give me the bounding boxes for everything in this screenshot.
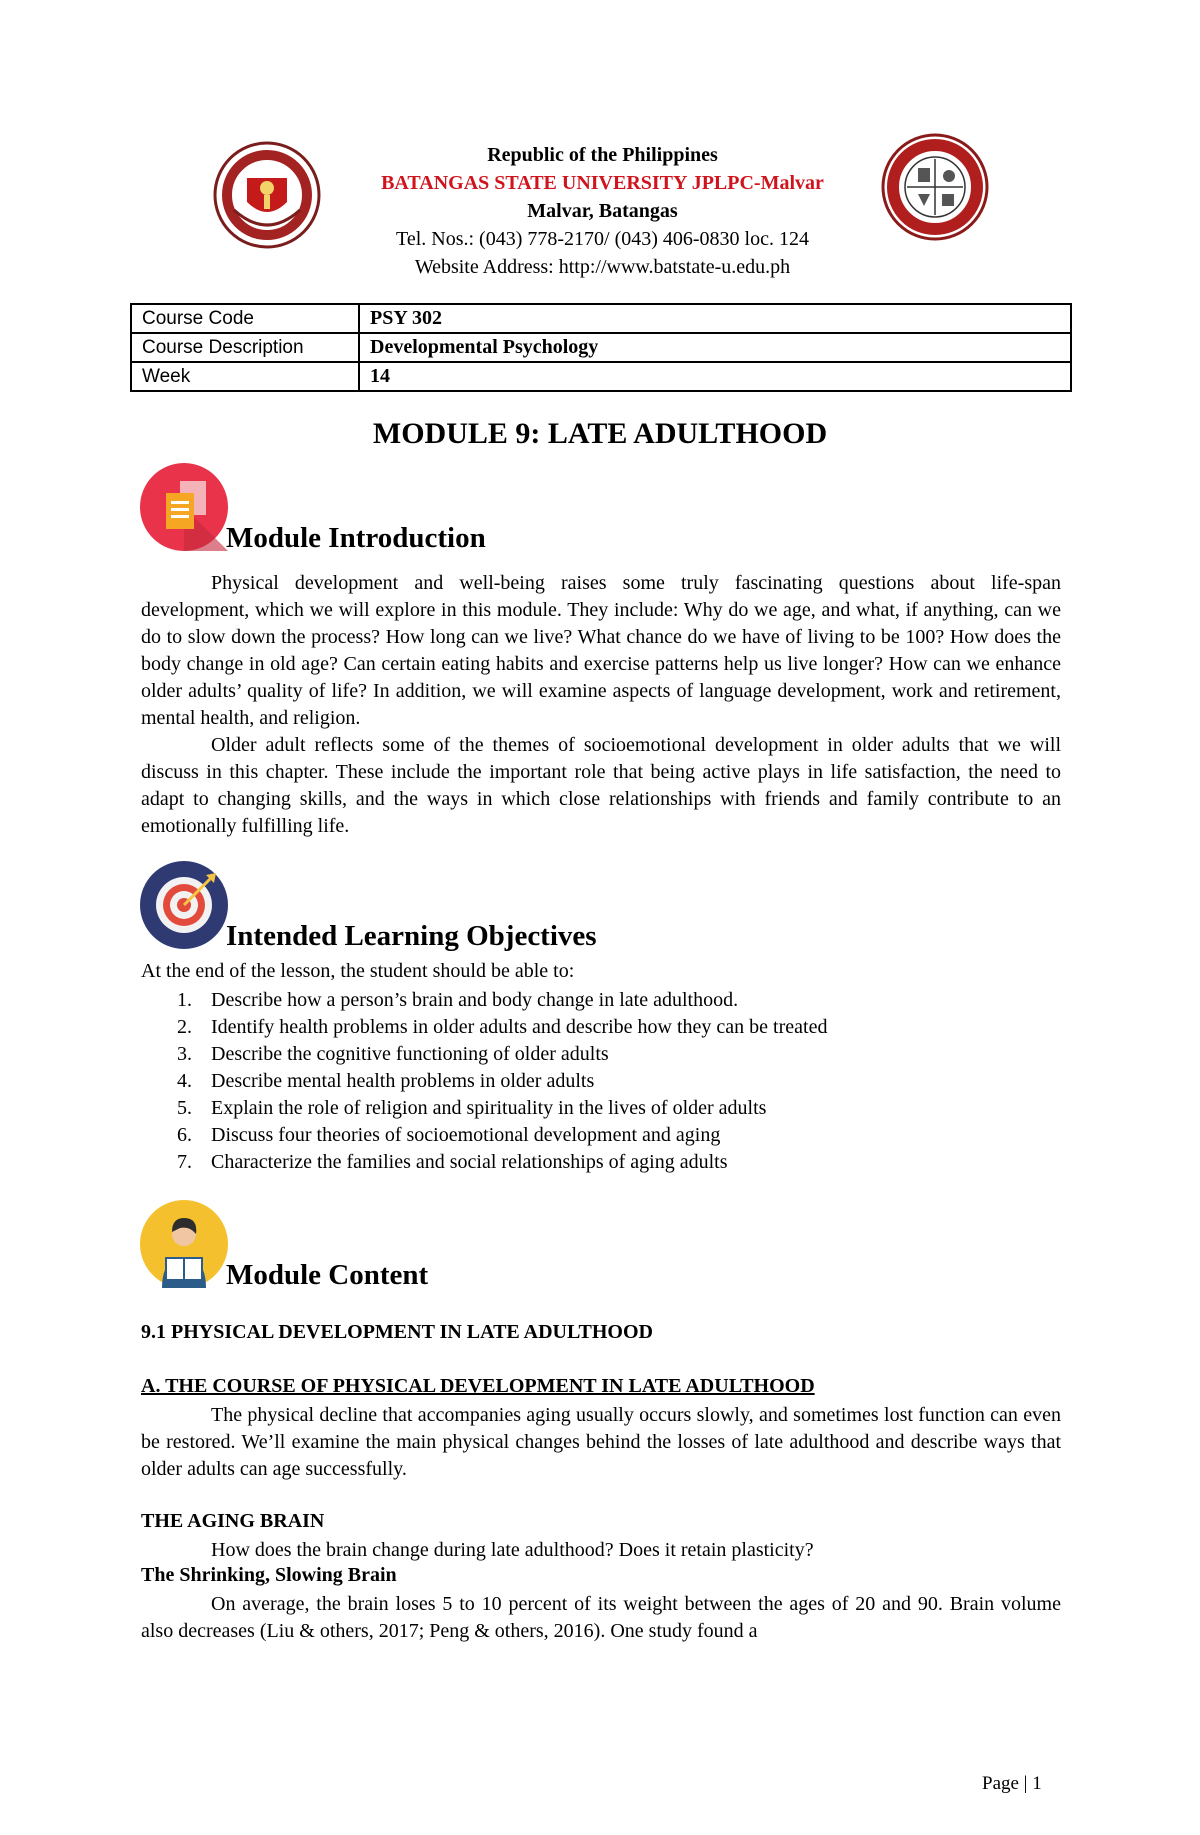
learning-objectives-heading: Intended Learning Objectives <box>226 920 597 952</box>
shrinking-brain-body <box>141 1591 1061 1645</box>
course-description-value: Developmental Psychology <box>359 333 1071 362</box>
item-number: 1. <box>177 989 192 1011</box>
item-number: 3. <box>177 1043 192 1065</box>
course-code-value: PSY 302 <box>359 304 1071 333</box>
shrinking-brain-heading: The Shrinking, Slowing Brain <box>141 1564 397 1586</box>
list-item <box>141 1149 1061 1176</box>
page-number: Page | 1 <box>982 1773 1042 1794</box>
documents-icon <box>140 463 228 551</box>
course-info-table <box>130 303 1072 392</box>
list-item <box>141 1122 1061 1149</box>
course-code-label: Course Code <box>131 304 359 333</box>
item-text: Discuss four theories of socioemotional development and aging <box>211 1124 721 1146</box>
subsection-a-heading: A. THE COURSE OF PHYSICAL DEVELOPMENT IN LATE ADULTHOOD <box>141 1375 815 1397</box>
module-content-heading: Module Content <box>226 1259 429 1291</box>
reading-person-icon <box>140 1200 228 1288</box>
week-label: Week <box>131 362 359 391</box>
item-text: Characterize the families and social relationships of aging adults <box>211 1151 728 1173</box>
list-item <box>141 1041 1061 1068</box>
item-text: Describe mental health problems in older adults <box>211 1070 595 1092</box>
website-address: Website Address: http://www.batstate-u.edu.ph <box>414 256 791 278</box>
subsection-a-body <box>141 1402 1061 1483</box>
telephone-numbers: Tel. Nos.: (043) 778-2170/ (043) 406-0830 loc. 124 <box>396 228 809 250</box>
item-number: 6. <box>177 1124 192 1146</box>
shrinking-brain-paragraph: On average, the brain loses 5 to 10 percent of its weight between the ages of 20 and 90. Brain volume also decreases (Liu & others, 2017; Peng & others, 2016). One study found a <box>141 1593 1061 1642</box>
item-text: Describe the cognitive functioning of older adults <box>211 1043 609 1065</box>
university-seal-icon <box>212 140 322 250</box>
aging-brain-heading: THE AGING BRAIN <box>141 1510 325 1532</box>
list-item <box>141 1095 1061 1122</box>
course-description-label: Course Description <box>131 333 359 362</box>
aging-brain-paragraph: How does the brain change during late adulthood? Does it retain plasticity? <box>211 1539 814 1561</box>
objectives-list <box>141 987 1061 1176</box>
introduction-paragraph-1: Physical development and well-being raises some truly fascinating questions about life-span development, which we will explore in this module. They include: Why do we age, and what, if anything, can we do to slow down the process? How long can we live? What chance do we have of living to be 100? How does the body change in old age? Can certain eating habits and exercise patterns help us live longer? How can we enhance older adults’ quality of life? In addition, we will examine aspects of language development, work and retirement, mental health, and religion. <box>141 572 1061 729</box>
table-row <box>131 304 1071 333</box>
section-9-1-heading: 9.1 PHYSICAL DEVELOPMENT IN LATE ADULTHOOD <box>141 1321 653 1343</box>
list-item <box>141 1014 1061 1041</box>
module-title: MODULE 9: LATE ADULTHOOD <box>372 417 828 450</box>
college-seal-icon <box>880 132 990 242</box>
item-number: 2. <box>177 1016 192 1038</box>
item-text: Explain the role of religion and spirituality in the lives of older adults <box>211 1097 767 1119</box>
target-icon <box>140 861 228 949</box>
list-item <box>141 1068 1061 1095</box>
letterhead <box>330 141 875 281</box>
objectives-intro: At the end of the lesson, the student should be able to: <box>141 960 575 982</box>
table-row <box>131 333 1071 362</box>
item-number: 4. <box>177 1070 192 1092</box>
item-text: Describe how a person’s brain and body change in late adulthood. <box>211 989 739 1011</box>
introduction-paragraph-2: Older adult reflects some of the themes of socioemotional development in older adults that we will discuss in this chapter. These include the important role that being active plays in life satisfaction, the need to adapt to changing skills, and the ways in which close relationships with friends and family contribute to an emotionally fulfilling life. <box>141 734 1061 837</box>
republic-line: Republic of the Philippines <box>487 144 718 166</box>
item-number: 7. <box>177 1151 192 1173</box>
item-text: Identify health problems in older adults and describe how they can be treated <box>211 1016 828 1038</box>
module-introduction-heading: Module Introduction <box>226 522 486 554</box>
week-value: 14 <box>359 362 1071 391</box>
item-number: 5. <box>177 1097 192 1119</box>
aging-brain-body <box>141 1537 1061 1564</box>
table-row <box>131 362 1071 391</box>
list-item <box>141 987 1061 1014</box>
subsection-a-paragraph: The physical decline that accompanies aging usually occurs slowly, and sometimes lost function can even be restored. We’ll examine the main physical changes behind the losses of late adulthood and describe ways that older adults can age successfully. <box>141 1404 1061 1480</box>
introduction-body <box>141 570 1061 840</box>
university-name: BATANGAS STATE UNIVERSITY JPLPC-Malvar <box>381 172 824 194</box>
campus-location: Malvar, Batangas <box>527 200 678 222</box>
